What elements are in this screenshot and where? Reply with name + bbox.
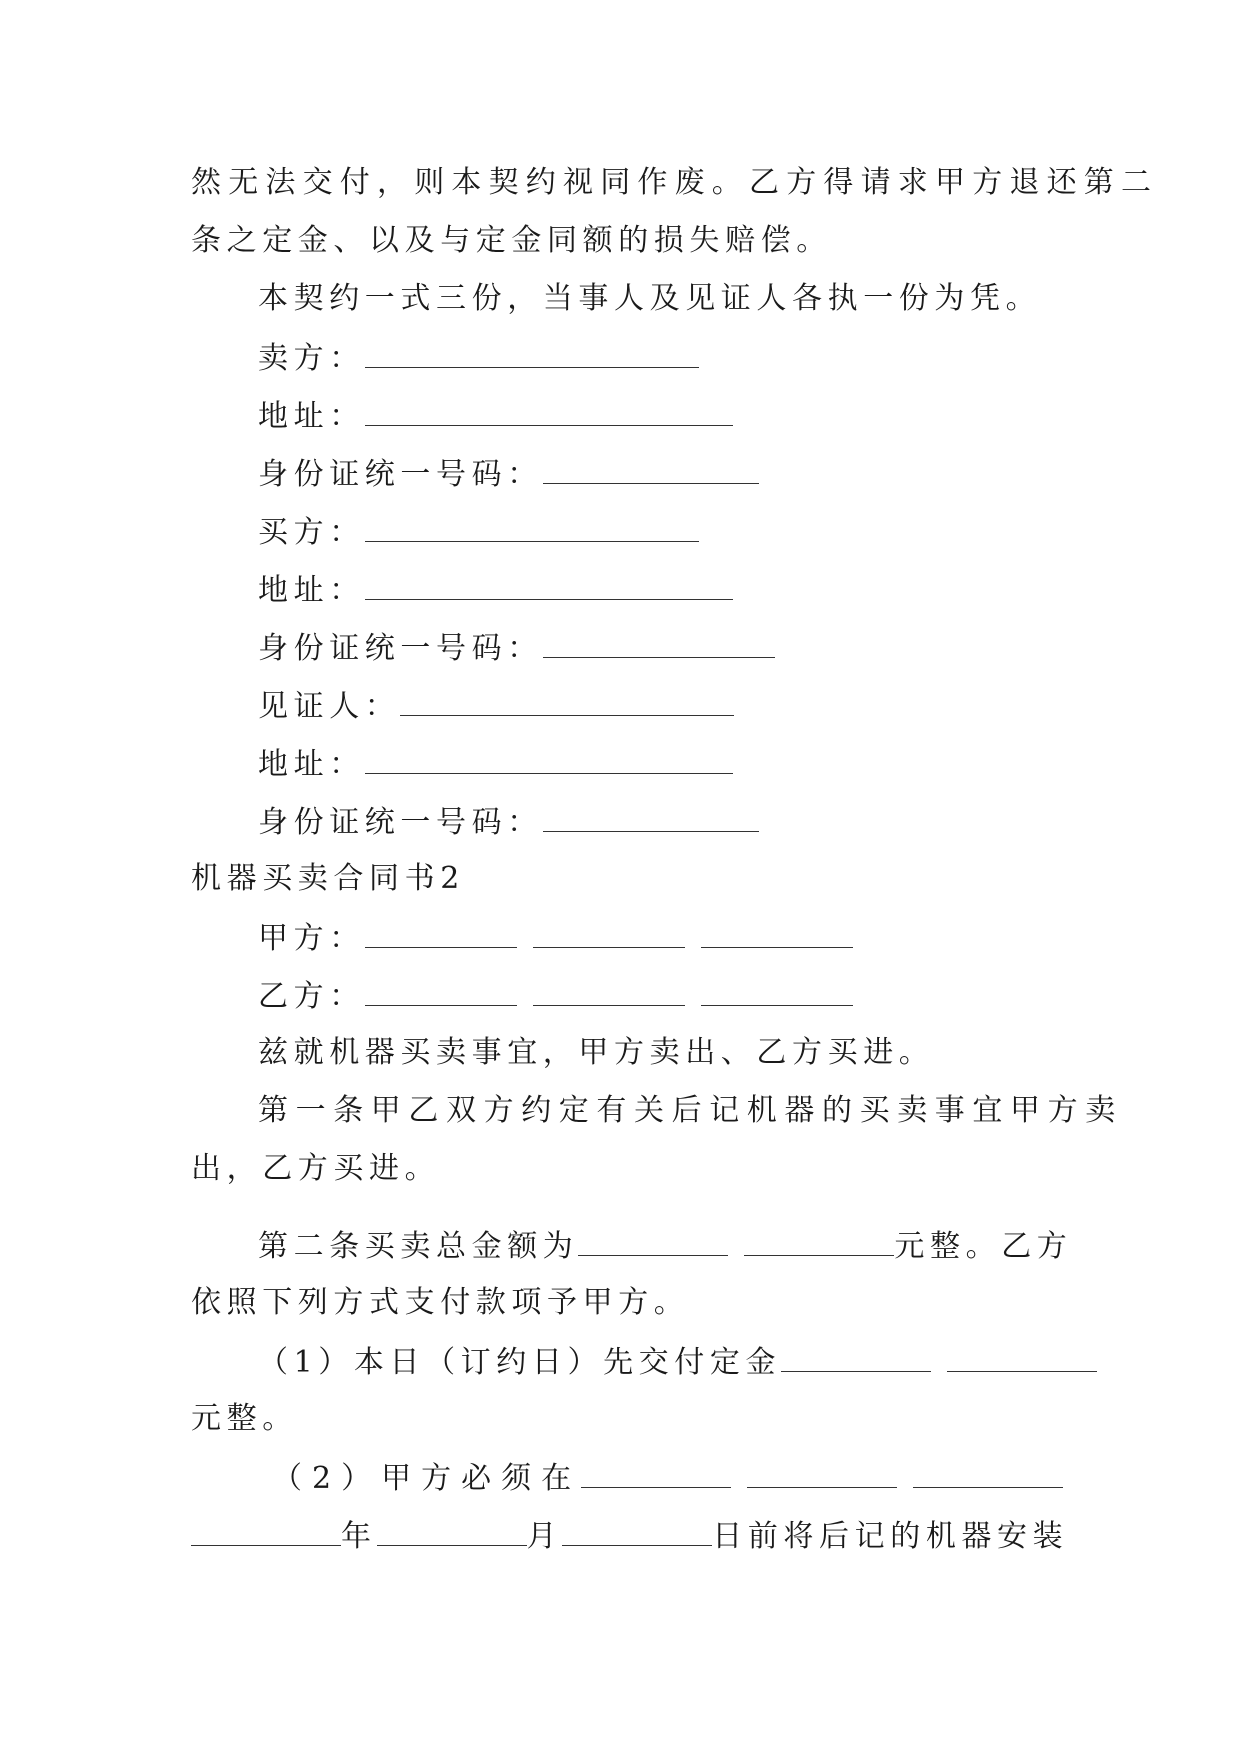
install-date-field-3[interactable] [913,1457,1063,1488]
deposit-field-1[interactable] [781,1341,931,1372]
party-a-field-2[interactable] [533,917,685,948]
buyer-id-row [258,627,775,669]
party-a-label: 甲方： [258,921,365,956]
witness-address-row [258,743,733,785]
paragraph-copies: 本契约一式三份，当事人及见证人各执一份为凭。 [258,281,1042,316]
seller-address-field[interactable] [365,395,733,426]
seller-address-label: 地址： [258,399,365,434]
buyer-label: 买方： [258,515,365,550]
article-2-line-2: 依照下列方式支付款项予甲方。 [191,1285,690,1320]
article-2-line-1 [258,1225,1072,1267]
install-day-field[interactable] [562,1515,712,1546]
seller-id-label: 身份证统一号码： [258,457,543,492]
witness-id-row [258,801,759,843]
buyer-address-row [258,569,733,611]
witness-row [258,685,734,727]
install-date-field-1[interactable] [581,1457,731,1488]
party-b-label: 乙方： [258,979,365,1014]
year-label: 年 [341,1519,377,1554]
party-b-field-3[interactable] [701,975,853,1006]
witness-field[interactable] [400,685,734,716]
party-a-row [258,917,853,959]
article-1-line-1: 第一条甲乙双方约定有关后记机器的买卖事宜甲方卖 [258,1093,1123,1128]
deposit-field-2[interactable] [947,1341,1097,1372]
witness-label: 见证人： [258,689,401,724]
item-1-prefix: （1）本日（订约日）先交付定金 [258,1345,782,1380]
seller-label: 卖方： [258,341,365,376]
seller-address-row [258,395,733,437]
buyer-address-field[interactable] [365,569,733,600]
install-year-field[interactable] [191,1515,341,1546]
witness-address-field[interactable] [365,743,733,774]
party-a-field-3[interactable] [701,917,853,948]
buyer-row [258,511,699,553]
seller-field[interactable] [365,337,699,368]
seller-id-row [258,453,759,495]
article-1-line-2: 出，乙方买进。 [191,1151,441,1186]
witness-id-field[interactable] [543,801,759,832]
total-amount-field-2[interactable] [744,1225,894,1256]
witness-address-label: 地址： [258,747,365,782]
buyer-id-field[interactable] [543,627,775,658]
item-1-line-2: 元整。 [191,1401,298,1436]
party-b-field-2[interactable] [533,975,685,1006]
witness-id-label: 身份证统一号码： [258,805,543,840]
item-1-line-1 [258,1341,1097,1383]
paragraph-continuation-line-2: 条之定金、以及与定金同额的损失赔偿。 [191,223,832,258]
item-2-line-1 [272,1457,1063,1499]
month-label: 月 [526,1519,563,1554]
party-a-field-1[interactable] [365,917,517,948]
section-title: 机器买卖合同书2 [191,861,465,896]
paragraph-continuation-line-1: 然无法交付，则本契约视同作废。乙方得请求甲方退还第二 [191,165,1159,200]
seller-id-field[interactable] [543,453,759,484]
install-date-field-2[interactable] [747,1457,897,1488]
install-month-field[interactable] [377,1515,527,1546]
seller-row [258,337,699,379]
party-b-row [258,975,853,1017]
item-2-line-2 [191,1515,1068,1557]
party-b-field-1[interactable] [365,975,517,1006]
paragraph-intro: 兹就机器买卖事宜，甲方卖出、乙方买进。 [258,1035,935,1070]
item-2-prefix: （2）甲方必须在 [272,1461,582,1496]
buyer-address-label: 地址： [258,573,365,608]
article-2-prefix: 第二条买卖总金额为 [258,1229,579,1264]
buyer-id-label: 身份证统一号码： [258,631,543,666]
article-2-suffix: 元整。乙方 [894,1229,1073,1264]
total-amount-field-1[interactable] [578,1225,728,1256]
buyer-field[interactable] [365,511,699,542]
item-2-line-2-suffix: 日前将后记的机器安装 [712,1519,1069,1554]
